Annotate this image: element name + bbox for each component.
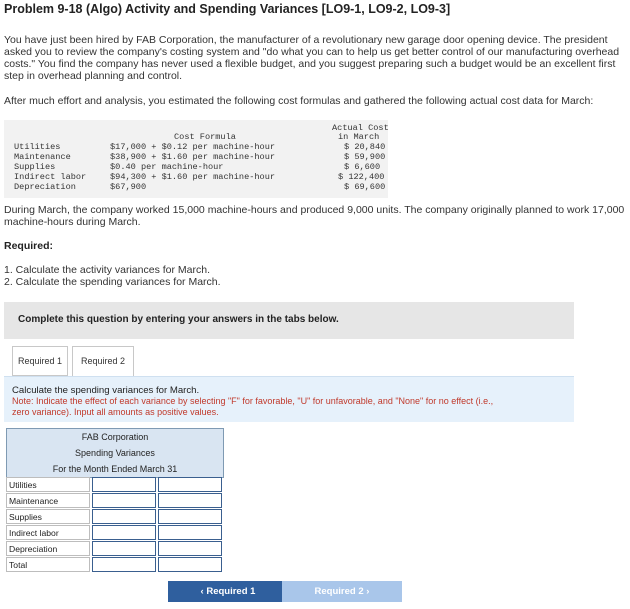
tab-required-1[interactable]: Required 1 [12, 346, 68, 376]
march-info [4, 204, 624, 228]
effect-select[interactable] [158, 541, 222, 556]
instructions-main: Calculate the spending variances for March. [12, 385, 200, 396]
prev-button-label: Required 1 [206, 586, 256, 597]
instructions-note [12, 396, 567, 418]
amount-input[interactable] [92, 509, 156, 524]
next-button[interactable] [282, 581, 402, 602]
cost-formula: $94,300 + $1.60 per machine-hour [110, 172, 276, 182]
required-item: 1. Calculate the activity variances for March. [4, 264, 211, 276]
cost-formula: $0.40 per machine-hour [110, 162, 224, 172]
march-info-line: During March, the company worked 15,000 machine-hours and produced 9,000 units. The company originally planned to work 17,000 [4, 204, 625, 216]
table-header [6, 428, 224, 478]
intro-line: asked you to review the company's costing system and "do what you can to help us get better control of our manufacturing overhead [4, 46, 620, 58]
banner-text: Complete this question by entering your answers in the tabs below. [18, 314, 339, 325]
row-label: Maintenance [6, 493, 90, 508]
intro-paragraph-2: After much effort and analysis, you estimated the following cost formulas and gathered the following actual cost data for March: [4, 95, 594, 107]
table-row [6, 525, 222, 541]
intro-line: You have just been hired by FAB Corporation, the manufacturer of a revolutionary new garage door opening device. The president [4, 34, 608, 46]
row-label: Depreciation [6, 541, 90, 556]
table-row [6, 509, 222, 525]
table-row [6, 541, 222, 557]
report-name: Spending Variances [75, 448, 155, 458]
chevron-right-icon: › [366, 586, 370, 597]
row-label: Supplies [6, 509, 90, 524]
required-list [4, 264, 221, 288]
cost-formula-header: Cost Formula [174, 132, 236, 142]
chevron-left-icon: ‹ [200, 586, 204, 597]
intro-line: step in overhead planning and control. [4, 70, 183, 82]
table-row [6, 493, 222, 509]
amount-input[interactable] [92, 541, 156, 556]
page-title: Problem 9-18 (Algo) Activity and Spending Variances [LO9-1, LO9-2, LO9-3] [4, 2, 451, 16]
effect-select[interactable] [158, 477, 222, 492]
amount-input[interactable] [92, 525, 156, 540]
cost-formula: $67,900 [110, 182, 147, 192]
actual-cost: $ 20,840 [344, 142, 386, 152]
actual-cost: $ 69,600 [344, 182, 386, 192]
instructions-panel [4, 376, 574, 422]
note-line: zero variance). Input all amounts as positive values. [12, 407, 219, 417]
cost-formula-table [4, 120, 388, 198]
cost-formula: $38,900 + $1.60 per machine-hour [110, 152, 276, 162]
prev-button[interactable] [168, 581, 288, 602]
report-period: For the Month Ended March 31 [52, 464, 178, 474]
amount-input[interactable] [92, 493, 156, 508]
next-button-label: Required 2 [314, 586, 364, 597]
effect-select[interactable] [158, 493, 222, 508]
actual-cost: $ 59,900 [344, 152, 386, 162]
required-heading: Required: [4, 240, 54, 252]
row-label: Utilities [6, 477, 90, 492]
intro-paragraph [4, 34, 619, 82]
intro-line: costs." You find the company has never used a flexible budget, and you suggest preparing such a budget would be an excellent first [4, 58, 616, 70]
table-row [6, 477, 222, 493]
table-row-total [6, 557, 222, 573]
total-effect-select[interactable] [158, 557, 222, 572]
cost-item: Supplies [14, 162, 56, 172]
effect-select[interactable] [158, 509, 222, 524]
cost-formula: $17,000 + $0.12 per machine-hour [110, 142, 276, 152]
total-amount-input[interactable] [92, 557, 156, 572]
actual-cost: $ 6,600 [344, 162, 381, 172]
actual-cost-header: Actual Cost [332, 123, 389, 133]
amount-input[interactable] [92, 477, 156, 492]
march-info-line: machine-hours during March. [4, 216, 141, 228]
row-label: Indirect labor [6, 525, 90, 540]
actual-cost: $ 122,400 [338, 172, 385, 182]
row-label: Total [6, 557, 90, 572]
instruction-banner [4, 302, 574, 339]
note-line: Note: Indicate the effect of each variance by selecting "F" for favorable, "U" for unfavorable, and "None" for no effect (i.e., [12, 396, 494, 406]
actual-cost-header: in March [338, 132, 380, 142]
company-name: FAB Corporation [81, 432, 149, 442]
cost-item: Utilities [14, 142, 61, 152]
cost-item: Depreciation [14, 182, 76, 192]
required-item: 2. Calculate the spending variances for March. [4, 276, 221, 288]
cost-item: Maintenance [14, 152, 71, 162]
effect-select[interactable] [158, 525, 222, 540]
cost-item: Indirect labor [14, 172, 87, 182]
tab-required-2[interactable]: Required 2 [72, 346, 134, 377]
